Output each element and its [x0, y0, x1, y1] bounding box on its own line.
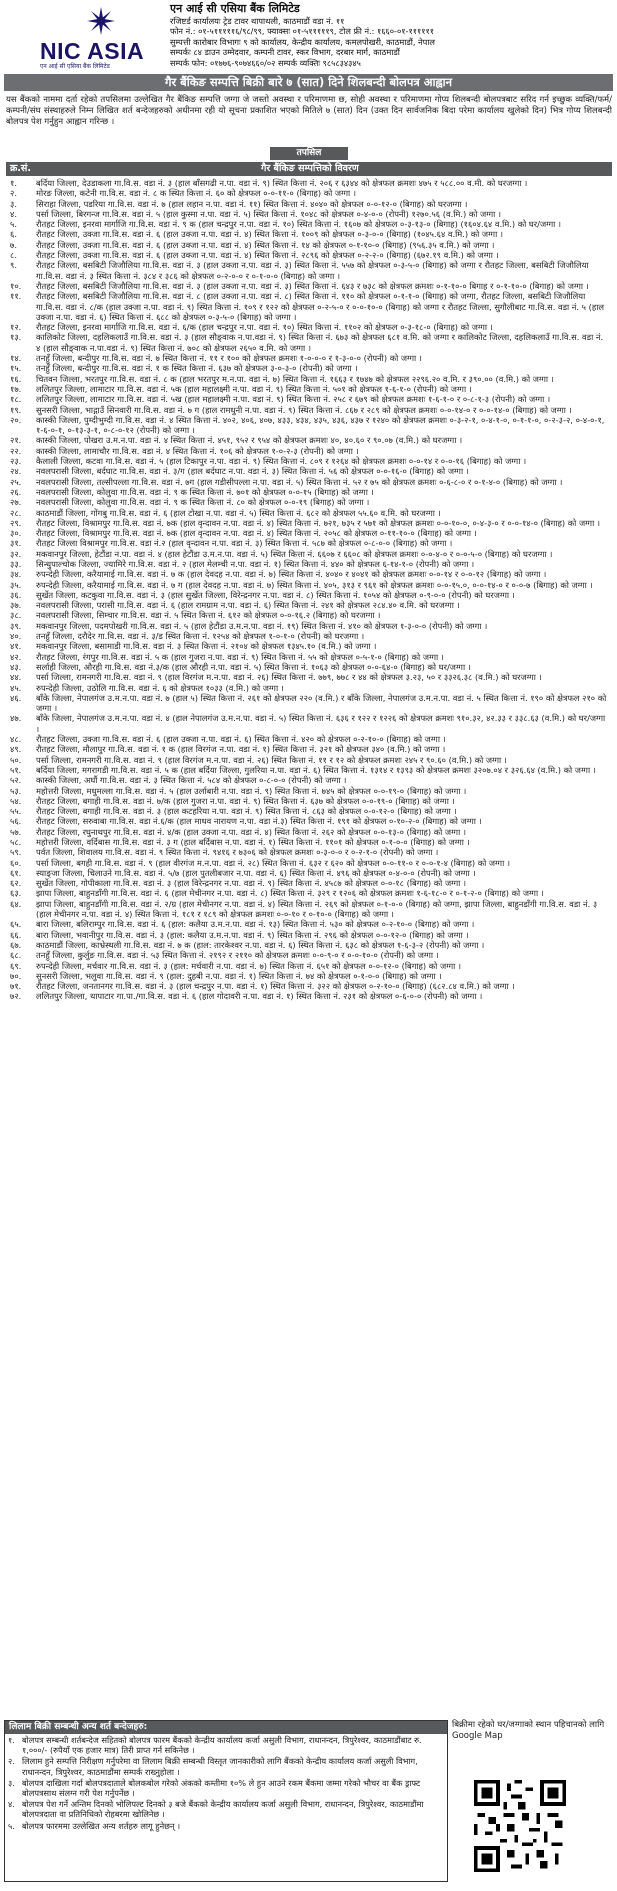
property-number: ६९. [10, 960, 22, 971]
property-description: रौतहट जिल्ला, इनरवा मार्गाजि गा.वि.स. वडा नं. ९ क (हाल चन्द्रपुर न.पा. वडा नं. १०) स्थित कित्ता नं. १६०७ को क्षेत्रफल ०-३-१३-० (बिगाह) (१६०४.६४ व.मि.) को घर/जग्गा । [36, 219, 562, 230]
property-number: १२. [10, 322, 22, 333]
property-description: बर्दिया जिल्ला, देउडाकला गा.वि.स. वडा नं. ३ (हाल बाँसगढी न.पा. वडा नं. ९) स्थित कित्ता नं. २०६ र ६३४४ को क्षेत्रफल क्रमशः ४७५ र ५८८.०० व.मी. को घरजग्गा । [36, 178, 528, 188]
property-row [6, 178, 612, 188]
conditions-title: लिलाम बिक्री सम्बन्धी अन्य शर्त बन्देजहरु: [5, 1721, 447, 1734]
property-row [6, 950, 612, 960]
qr-caption: बिक्रीमा रहेको घर/जग्गाको स्थान पहिचानको लागि Google Map [452, 1720, 605, 1741]
property-description: सिन्धुपाल्चोक जिल्ला, ज्यामिरे गा.वि.स. वडा नं. २ (हाल मेलम्ची न.पा. वडा नं. १) स्थित कित्ता नं. ४४० को क्षेत्रफल ६-१४-१-० (रोपनी) को जग्गा । [36, 558, 475, 569]
property-row [6, 363, 612, 373]
property-description: सुनसरी जिल्ला, भाद्गाउँ सिनवारी गा.वि.स. वडा नं. ७ ग (हाल रामधुनी न.पा. वडा नं. ९) स्थित कित्ता नं. ८६७ र २८९ को क्षेत्रफल क्रमशः ०-०-१४-० र ०-०-१४-० (बिगाह) को जग्गा । [36, 404, 572, 415]
property-description: ललितपुर जिल्ला, लामाटार गा.वि.स. वडा नं. ५क (हाल महालक्ष्मी न.पा. वडा नं. ९) स्थित कित्ता नं. ५०१ को क्षेत्रफल १-६-१-० (रोपनी) को जग्गा । [36, 383, 472, 394]
condition-item [5, 1798, 447, 1819]
property-number: १८. [10, 394, 22, 405]
property-description: रौतहट जिल्ला, रंगपुर गा.वि.स. वडा नं. ५ क (हाल गुजरा न.पा. वडा नं. ९) स्थित कित्ता नं. ५५ को क्षेत्रफल ०-५-१-० (बिगाह) को जग्गा । [36, 651, 444, 662]
property-number: २९. [10, 517, 22, 528]
property-row [6, 405, 612, 415]
qr-panel [452, 1720, 613, 1880]
property-row [6, 332, 612, 353]
property-number: ५७. [10, 826, 22, 837]
property-description: रौतहट जिल्ला, बसबिटी जिजौलिया गा.वि.स. वडा नं. ३ (हाल उक्जा न.पा. वडा नं. ३) स्थित कित्ता नं. ६४३ र ७३८ को क्षेत्रफल क्रमशः ०-१-१०-० बिगाह र ०-१-१०-० (बिगाह) को जग्गा । [36, 280, 589, 291]
property-description: रौतहट जिल्ला विश्रामपुर गा.वि.स. वडा नं.२ (हाल वृन्दावन न.पा. वडा नं. ३) स्थित कित्ता नं. ५८७ को क्षेत्रफल ०-८-०-० (बिगाह) को जग्गा । [36, 538, 453, 549]
property-description: झापा जिल्ला, बाहुनडाँगी गा.वि.स. वडा नं. २/ग्र (हाल मेचीनगर न.पा. वडा नं. ४) स्थित कित्ता नं. २६९ को क्षेत्रफल ०-१-०-० (बिगाह) को जग्गा, झापा जिल्ला, बाहुनडाँगी गा.वि.स. वडा नं. ३ (हाल मेचीनगर न.पा. वडा नं. ४) स्थित कित्ता नं. १८१ र १८९ को क्षेत्रफल क्रमशः ०-०-१० र ०-१०-० (बिगाह) को जग्गा । [36, 898, 598, 920]
property-description: सिराहा जिल्ला, पडरिया गा.वि.स. वडा नं. ७ (हाल लहान न.पा. वडा नं. ११) स्थित कित्ता नं. ४०४० को क्षेत्रफल ०-०-१२-० (बिगाह) को घरजग्गा । [36, 198, 468, 209]
condition-text: लिलाम हुने सम्पत्ति निरीक्षण गर्नुपरेमा वा लिलाम बिक्री सम्बन्धी विस्तृत जानकारीको लागि बैंकको केन्द्रीय कार्यालय कर्जा असुली विभाग, राधानन्दन, त्रिपुरेश्वर, काठमाडौंमा सम्पर्क राख्नुहोला । [22, 1756, 418, 1777]
property-description: सर्लाही जिल्ला, औरही गा.वि.स. वडा नं.३/क (हाल औरही न.पा. वडा नं. ५) स्थित कित्ता नं. १०६३ को क्षेत्रफल ०-०-६४-० (बिगाह) को घर/जग्गा । [36, 661, 471, 672]
property-row [6, 683, 612, 693]
property-row [6, 580, 612, 590]
property-number: ६५. [10, 919, 22, 930]
property-row [6, 590, 612, 600]
property-row [6, 538, 612, 548]
property-description: नवलपरासी जिल्ला, तल्सीपल्ला गा.वि.स. वडा नं. ७ग (हाल गडीसीपल्ला न.पा. वडा नं. ५) स्थित कित्ता नं. ५२ र ७५ को क्षेत्रफल क्रमशः ०-६-८-० र ०-१-४-० (बिगाह) को जग्गा । [36, 476, 563, 487]
property-description: बारा जिल्ला, भवानीपुर गा.वि.स. वडा नं. ३ (हाल: कलैया उ.म.न.पा. वडा नं. ९) स्थित कित्ता नं. २९६ को क्षेत्रफल ०-०-१२-० (बिगाह) को जग्गा । [36, 929, 469, 940]
property-description: मकवानपुर जिल्ला, हेटौंडा न.पा. वडा नं. ४ (हाल हेटौंडा उ.म.न.पा. वडा नं. ५) स्थित कित्ता नं. ६६०७ र ६६०८ को क्षेत्रफल क्रमशः ०-०-४-० र ०-०-५-० (बिगाह) को घरजग्गा । [36, 548, 553, 559]
property-row [6, 899, 612, 920]
condition-text: बोलपत्र पेश गर्ने अन्तिम दिनको भोलिपल्ट दिनको ३ बजे बैंकको केन्द्रीय कार्यालय कर्जा असुली विभाग, राधानन्दन, त्रिपुरेश्वर, काठमाडौंमा बोलपत्रदाता वा प्रतिनिधिको रोहबरमा खोलिनेछ । [22, 1799, 424, 1820]
property-number: ५३. [10, 785, 22, 796]
property-description: नवलपरासी जिल्ला, परासी गा.वि.स. वडा नं. ६ (हाल रामग्राम न.पा. वडा नं. ६) स्थित कित्ता नं. २४१ को क्षेत्रफल २८४.४० व.मि. को घरजग्गा । [36, 600, 460, 611]
property-description: सुनसरी जिल्ला, भलुवा गा.वि.स. वडा नं. ९ (हाल: दुहबी न.पा. वडा नं. १) स्थित कित्ता नं. ७४ को क्षेत्रफल ०-१-०-० (बिगाह) को जग्गा । [36, 970, 442, 981]
property-row [6, 621, 612, 631]
property-row [6, 497, 612, 507]
property-description: झापा जिल्ला, बाहुनडाँगी गा.वि.स. वडा नं. ६ (हाल मेचीनगर न.पा. वडा नं. ८) स्थित कित्ता नं. ३२९ र १२०६ को क्षेत्रफल क्रमशः १-६-१८-० र ०-१-२-० (बिगाह) को जग्गा । [36, 888, 544, 899]
bank-phone: फोन नं.: ०१-५१११११६/९८/९९, फ्याक्सः ०१-५१११११९, टोल फ्री नं.: १६६०-०१-११११११ [170, 26, 435, 37]
conditions-list [5, 1734, 447, 1831]
column-header-number: क्र.सं. [10, 163, 31, 174]
property-list [6, 178, 612, 1002]
property-row [6, 435, 612, 445]
property-row [6, 600, 612, 610]
property-row [6, 858, 612, 868]
property-number: ३१. [10, 538, 22, 549]
intro-paragraph: यस बैंकको नाममा दर्ता रहेको तपसिलमा उल्लेखित गैर बैंकिङ सम्पत्ति जग्गा जे जस्तो अवस्था र परिमाणमा छ, सोही अवस्था र परिमाणमा गोप्य शिलबन्दी बोलपत्रबाट सरिद गर्न इच्छुक व्यक्ति/फर्म/कम्पनी/संघ संस्थाहरुले निम्न लिखित शर्त बन्देजहरुको अधीनमा रही यो सूचना प्रकाशित भएको मितिले ७ (सात) दिन (उक्त दिन सार्वजनिक बिदा परेमा कार्यालय खुलेको दिन) भित्र गोप्य शिलबन्दी बोलपत्र पेश गर्नुहुन आह्वान गरिन्छ । [6, 95, 612, 127]
property-number: ४५. [10, 682, 22, 693]
condition-item [5, 1755, 447, 1776]
condition-text: बोलपत्र सम्बन्धी शर्तबन्देज सहितको बोलपत्र फारम बैंकको केन्द्रीय कार्यालय कर्जा असुली विभाग, राधानन्दन, त्रिपुरेश्वर, काठमाडौंबाट रु. १,०००/- (रुपैयाँ एक हजार मात्र) तिरी प्राप्त गर्न सकिनेछ । [22, 1735, 422, 1756]
property-row [6, 847, 612, 857]
property-number: ६८. [10, 950, 22, 961]
schedule-label: तपसिल [270, 147, 348, 160]
property-number: ३६. [10, 589, 22, 600]
property-row [6, 250, 612, 260]
property-row [6, 322, 612, 332]
property-row [6, 518, 612, 528]
property-description: तनहुँ जिल्ला, कुर्लुङ गा.वि.स. वडा नं. ५३ स्थित कित्ता नं. २१९२ र २११० को क्षेत्रफल क्रमशः ०-०-९-० र ०-०-१०-० (रोपनी) को जग्गा । [36, 950, 439, 961]
property-row [6, 260, 612, 281]
property-number: २२. [10, 445, 22, 456]
property-number: ७०. [10, 970, 22, 981]
property-description: पर्सा जिल्ला, बिरगन्ज गा.वि.स. वडा नं. ५ (हाल कुस्मा न.पा. वडा नं. ५) स्थित कित्ता नं. १०४८ को क्षेत्रफल ०-४-०-० (रोपनी) १२७०.५६ (व.मि.) को जग्गा । [36, 208, 502, 219]
property-description: कास्की जिल्ला, अर्घौ गा.वि.स. वडा नं. ३ स्थित कित्ता नं. ५८४ को क्षेत्रफल ०-८-०-० (रोपनी) को जग्गा । [36, 775, 347, 786]
property-row [6, 549, 612, 559]
bank-name: एन आई सी एसिया बैंक लिमिटेड [170, 2, 300, 15]
property-row [6, 394, 612, 404]
property-description: पर्सा जिल्ला, रामनगरी गा.वि.स. वडा नं. ९ (हाल विरगंज म.न.पा. वडा नं. २६) स्थित कित्ता नं. ७७९, ७७८ र ४४ को क्षेत्रफल ३.२३, ५० र ३३२६.३८ (व.मि.) को घरजग्गा । [36, 672, 542, 683]
property-number: ४६. [10, 692, 22, 703]
property-description: नवलपरासी जिल्ला, सिम्चार गा.वि.स. वडा नं. ५ स्थित कित्ता नं. ६१२ को क्षेत्रफल ०-०-१६.२ (बिगाह) को घरजग्गा । [36, 610, 381, 621]
property-number: ६७. [10, 939, 22, 950]
property-row [6, 786, 612, 796]
property-row [6, 610, 612, 620]
property-row [6, 755, 612, 765]
property-row [6, 487, 612, 497]
property-description: कास्की जिल्ला, लामाचौर गा.वि.स. वडा नं. ४ स्थित कित्ता नं. १०६ को क्षेत्रफल १-०-२-३ (रोपनी) को जग्गा । [36, 445, 359, 456]
condition-number: ४. [8, 1799, 15, 1810]
property-row [6, 466, 612, 476]
property-description: तनहुँ जिल्ला, दरौदेर गा.वि.स. वडा नं. ३/ड स्थित कित्ता नं. १२५४ को क्षेत्रफल १-०-१-० (रोपनी) को घरजग्गा । [36, 631, 365, 642]
property-number: ५९. [10, 847, 22, 858]
property-number: २६. [10, 486, 22, 497]
property-row [6, 415, 612, 436]
property-description: सुर्खेत जिल्ला, गोपीकाला गा.वि.स. वडा नं. ३ (हाल विरेन्द्रनगर न.पा. वडा नं. ९) स्थित कित्ता नं. ४५८७ को क्षेत्रफल ०-०-१८ (बिगाह) को जग्गा । [36, 878, 467, 889]
property-description: तनहुँ जिल्ला, बन्दीपुर गा.वि.स. वडा नं. १ क स्थित कित्ता नं. ६३७ को क्षेत्रफल ३-०-३-० (रोपनी) को जग्गा । [36, 363, 358, 374]
property-number: २८. [10, 507, 22, 518]
property-description: रौतहट जिल्ला, इनरवा मार्गाजि गा.वि.स. वडा नं. ६/क (हाल चन्द्रपुर न.पा. वडा नं. १०) स्थित कित्ता नं. ११०२ को क्षेत्रफल ०-३-१८-० (बिगाह) को जग्गा । [36, 322, 493, 333]
property-number: २१. [10, 435, 22, 446]
property-row [6, 919, 612, 929]
logo-text: NIC ASIA [40, 38, 145, 64]
property-description: कास्की जिल्ला, पोखरा उ.म.न.पा. वडा नं. ४ स्थित कित्ता नं. ४५१, ९५२ र ९५४ को क्षेत्रफल क्रमशः ४०, ४०.६० र ९०.०७ (व.मि.) को घरजग्गा । [36, 435, 463, 446]
property-description: चितवन जिल्ला, भरतपुर गा.वि.स. वडा नं. ८ क (हाल भरतपुर म.न.पा. वडा नं. ७) स्थित कित्ता नं. १६६३ र १७४७ को क्षेत्रफल २२९६.२० व.मि. र ३९०.०० (व.मि.) को जग्गा । [36, 373, 554, 384]
property-description: ललितपुर जिल्ला, थापाटार गा.पा./गा.वि.स. वडा नं. ६ (हाल गोदावरी न.पा. वडा नं. १) स्थित कित्ता नं. २३१ को क्षेत्रफल ०-६-०-० (रोपनी) को जग्गा । [36, 991, 483, 1002]
property-row [6, 816, 612, 826]
property-row [6, 878, 612, 888]
property-row [6, 734, 612, 744]
property-row [6, 775, 612, 785]
property-description: रौतहट जिल्ला, बसबिटी जिजौलिया गा.वि.स. वडा नं. ८ (हाल उक्जा न.पा. वडा नं. ८) स्थित कित्ता नं. ११० को क्षेत्रफल ०-१-१-० (बिगाह) को जग्गा, रौतहट जिल्ला, बसबिटी जिजौलिया गा.वि.स. वडा नं. ८/क (हाल उक्जा न.पा. वडा नं. ९) स्थित कित्ता नं. १०९ र १२२ को क्षेत्रफल ०-२-५-० र ०-०-१०-० (बिगाह) को जग्गा र रौतहट जिल्ला, सुगौलीबाट गा.वि.स. वडा नं. ५ (हाल उक्जा न.पा. वडा नं. ६) स्थित कित्ता नं. ६८८ को क्षेत्रफल ०-३-५-० (बिगाह) को जग्गा । [36, 291, 605, 322]
property-row [6, 209, 612, 219]
property-description: रौतहट जिल्ला, मौलापुर गा.वि.स. वडा नं. १ क (हाल विरगंज न.पा. वडा नं. १) स्थित कित्ता नं. ३२१ को क्षेत्रफल ३४० (व.मि.) को जग्गा । [36, 744, 446, 755]
property-description: पर्सा जिल्ला, बगही गा.वि.स. वडा नं. ९ (हाल वीरगंज म.न.पा. वडा नं. २८) स्थित कित्ता नं. ६३२ र ६२० को क्षेत्रफल ०-०-११-० र ०-०-१-४ (बिगाह) को जग्गा । [36, 857, 510, 868]
property-number: ६१. [10, 867, 22, 878]
condition-number: २. [8, 1756, 15, 1767]
property-number: २७. [10, 497, 22, 508]
property-description: रौतहट जिल्ला, उक्जा गा.वि.स. वडा नं. ६ (हाल उक्जा न.पा. वडा नं. ४) स्थित कित्ता नं. १००९ को क्षेत्रफल ०-३-०-० (बिगाह) (१०४५.६४ व.मि.) को जग्गा । [36, 229, 504, 240]
condition-number: १. [8, 1735, 15, 1745]
property-number: ४१. [10, 641, 22, 652]
conditions-box [4, 1720, 448, 1882]
property-description: रुपन्देही जिल्ला, करैयामाई गा.वि.स. वडा नं. ७ क (हाल देवदह न.पा. वडा नं. ७) स्थित कित्ता नं. ४०४० र ४०४१ को क्षेत्रफल क्रमशः ०-०-१४ र ०-०-१२ (बिगाह) को जग्गा । [36, 569, 547, 580]
property-row [6, 888, 612, 898]
property-row [6, 559, 612, 569]
property-number: ५२. [10, 775, 22, 786]
property-number: ९. [10, 260, 17, 271]
property-number: ४. [10, 208, 17, 219]
bank-contact-info [170, 4, 610, 69]
property-row [6, 806, 612, 816]
property-row [6, 240, 612, 250]
column-header-description: गैर बैंकिङ सम्पत्तिको विवरण [261, 163, 359, 174]
property-row [6, 291, 612, 322]
property-row [6, 693, 612, 714]
property-number: ६३. [10, 888, 22, 899]
property-description: मकवानपुर जिल्ला, पदमपोखरी गा.वि.स. वडा नं. ५ (हाल हेटौंडा उ.म.न.पा. वडा नं. १९) स्थित कित्ता नं. ४१० को क्षेत्रफल १-३-०-० (रोपनी) को जग्गा । [36, 620, 488, 631]
property-row [6, 374, 612, 384]
property-description: सुर्खेत जिल्ला, कटकुवा गा.वि.स. वडा नं. ३ (हाल सुर्खेत जिल्ला, विरेन्द्रनगर न.पा. वडा नं. ८) स्थित कित्ता नं. १०५४ को क्षेत्रफल ०-९-०-० (रोपनी) को घरजग्गा । [36, 589, 515, 600]
property-number: २५. [10, 476, 22, 487]
property-description: रौतहट जिल्ला, रघुनाथपुर गा.वि.स. वडा नं. ४/क (हाल उक्जा न.पा. वडा नं. ४) स्थित कित्ता नं. २६२ को क्षेत्रफल ०-०-१३-० (बिगाह) को जग्गा । [36, 826, 467, 837]
property-number: ५६. [10, 816, 22, 827]
property-number: ३८. [10, 610, 22, 621]
property-number: ७. [10, 239, 17, 250]
property-description: रौतहट जिल्ला, विश्रामपुर गा.वि.स. वडा नं. ७क (हाल वृन्दावन न.पा. वडा नं. ४) स्थित कित्ता नं. २०५८ को क्षेत्रफल ०-११-१०-० (बिगाह) को जग्गा । [36, 528, 477, 539]
property-description: कालिकोट जिल्ला, दहलिकलाउँ गा.वि.स. वडा नं. ३ (हाल सौङ्वाक न.पा.वडा नं. ९) स्थित कित्ता नं. ६७३ को क्षेत्रफल ६८१ व.मि. को जग्गा र कालिकोट जिल्ला, दहलिकलाउँ गा.वि.स. वडा नं. ४ (हाल सौङ्वाक न.पा.वडा नं. ९) स्थित कित्ता नं. ७०८ को क्षेत्रफल २६५० व.मि. को जग्गा । [36, 332, 604, 353]
condition-number: ५. [8, 1820, 15, 1831]
property-number: १०. [10, 280, 22, 291]
condition-item [5, 1820, 447, 1831]
property-description: रौतहट जिल्ला, जनतानगर गा.वि.स. वडा नं. ३ (हाल चन्द्रपुर न.पा. वडा नं. १) स्थित कित्ता नं. ३२२ को क्षेत्रफल ०-२-१०-० (बिगाह) (६८२.८४ व.मि.) को जग्गा । [36, 981, 515, 992]
property-number: ४४. [10, 672, 22, 683]
property-description: रौतहट जिल्ला, बसबिटी जिजौलिया गा.वि.स. वडा नं. ३ (हाल उक्जा न.पा. वडा नं. ३) स्थित कित्ता नं. ५५७ को क्षेत्रफल ०-३-५-० (बिगाह) को जग्गा र रौतहट जिल्ला, बसबिटी जिजौलिया गा.वि.स. वडा नं. ३ स्थित कित्ता नं. ३८४ र ३८६ को क्षेत्रफल ०-२-०-० र ०-१-०-० (बिगाह) को जग्गा । [36, 260, 589, 281]
property-description: बाँके जिल्ला, नेपालगंज उ.म.न.पा. वडा नं. ७ (हाल ५) स्थित कित्ता नं. २६१ को क्षेत्रफल २२० (व.मि.) र बाँके जिल्ला, नेपालगंज उ.म.न.पा. वडा नं. ५ स्थित कित्ता नं. १९० को क्षेत्रफल २१० को जग्गा । [36, 692, 607, 714]
property-description: बारा जिल्ला, बलिराम्पुर गा.वि.स. वडा नं. ६ (हाल: कलैया उ.म.न.पा. वडा नं. १३) स्थित कित्ता नं. ५३० को क्षेत्रफल ०-२-१०-० (बिगाह) को जग्गा । [36, 919, 475, 930]
property-number: ३२. [10, 548, 22, 559]
contact-office: सम्पर्कः ८४ डाउन उम्मेदवार, कम्पनी टावर, स्कर विभाग, दरबार मार्ग, काठमाडौं [170, 47, 400, 58]
property-number: ८. [10, 250, 17, 261]
property-number: ६४. [10, 898, 22, 909]
property-description: मकवानपुर जिल्ला, बसामाडी गा.वि.स. वडा नं. ३ स्थित कित्ता नं. २१०४ को क्षेत्रफल १३४५.१० (व.मि.) को जग्गा । [36, 641, 377, 652]
property-row [6, 384, 612, 394]
condition-number: ३. [8, 1777, 15, 1788]
property-row [6, 981, 612, 991]
property-number: ४३. [10, 661, 22, 672]
property-number: १३. [10, 332, 22, 343]
nic-asia-star-logo-icon [86, 6, 116, 36]
property-description: महोत्तरी जिल्ला, मधुमल्ला गा.वि.स. वडा नं. ५ (हाल उर्लाबारी न.पा. वडा नं. ९) स्थित कित्ता नं. ७४५ को क्षेत्रफल ०-०-१९-० (बिगाह) को जग्गा । [36, 785, 467, 796]
property-description: कास्की जिल्ला, पुम्दीभुम्दी गा.वि.स. वडा नं. ४ स्थित कित्ता नं. ४०२, ४०६, ४०७, ४३३, ४३४, ४३५, ४३६, ४३७ र १२४० को क्षेत्रफल क्रमशः ०-३-२-१, ०-४-१-०, ०-१-१-०, ०-२-३-२, ०-४-०-१, १-६-०-१, ०-१३-३-१, ०-८-०-१२ (रोपनी) को जग्गा । [36, 414, 605, 436]
property-row [6, 713, 612, 734]
property-row [6, 837, 612, 847]
property-number: ५. [10, 219, 17, 230]
property-description: नवलपरासी जिल्ला, कोलुवा गा.वि.स. वडा नं. ९ क स्थित कित्ता नं. ८० को क्षेत्रफल ०-०-१९ (बिगाह) को जग्गा । [36, 497, 370, 508]
condition-item [5, 1734, 447, 1755]
property-number: ५८. [10, 837, 22, 847]
property-number: १४. [10, 353, 22, 364]
property-row [6, 827, 612, 837]
property-number: ११. [10, 291, 22, 302]
property-row [6, 477, 612, 487]
property-row [6, 744, 612, 754]
property-number: ७१. [10, 981, 22, 992]
property-number: ३. [10, 198, 17, 209]
property-row [6, 199, 612, 209]
property-number: ५४. [10, 795, 22, 806]
property-description: तनहुँ जिल्ला, बन्दीपुर गा.वि.स. वडा नं. ७ स्थित कित्ता नं. ११ र १०० को क्षेत्रफल क्रमशः १-०-०-० र १-३-०-० (रोपनी) को जग्गा । [36, 353, 422, 364]
property-number: ६२. [10, 878, 22, 889]
property-row [6, 353, 612, 363]
property-number: १७. [10, 383, 22, 394]
property-number: ३९. [10, 620, 22, 631]
property-description: रौतहट जिल्ला, बगाही गा.वि.स. वडा नं. ७/क (हाल गुजरा न.पा. वडा नं. ९) स्थित कित्ता नं. ६३७ को क्षेत्रफल ०-०-१९-० (बिगाह) को जग्गा । [36, 795, 455, 806]
property-description: बर्दिया जिल्ला, मगरागडी गा.वि.स. वडा नं. ५ क (हाल बर्दिया जिल्ला, गुलरिया न.पा. वडा नं. ६) स्थित कित्ता नं. १३१४ र १३९३ को क्षेत्रफल क्रमशः ३२०७.०४ र ३२६.६४ (व.मि.) को जग्गा । [36, 764, 596, 775]
property-number: १६. [10, 373, 22, 384]
property-row [6, 662, 612, 672]
property-row [6, 446, 612, 456]
property-number: ६६. [10, 929, 22, 940]
logo-tagline: एन आई सी एसिया बैंक लिमिटेड [40, 63, 110, 70]
property-row [6, 765, 612, 775]
google-map-qr-code-icon[interactable] [474, 1780, 566, 1872]
property-row [6, 281, 612, 291]
property-row [6, 219, 612, 229]
property-number: ६०. [10, 857, 22, 868]
contact-numbers: सम्पर्क फोन: ०१७७६-९०७४६६०/०२ सम्पर्क व्यक्तिः ९८५८३४३४५ [170, 57, 361, 68]
property-description: रुपन्देही जिल्ला, करैयामाई गा.वि.स. वडा नं. ७ ग (हाल देवदह न.पा. वडा नं. ७) स्थित कित्ता नं. ४०५, ३१३ र ९६१ को क्षेत्रफल क्रमशः ०-०-१५.०, ०-०-१४-० र ०-०-७ (बिगाह) को जग्गा । [36, 579, 593, 590]
property-description: रौतहट जिल्ला, बगाही गा.वि.स. वडा नं. ३ (हाल कटहरिया न.पा. वडा नं. ९) स्थित कित्ता नं. ८६३ को क्षेत्रफल ०-०-१२-० (बिगाह) को जग्गा । [36, 806, 457, 817]
property-number: ४७. [10, 713, 22, 724]
property-number: १९. [10, 404, 22, 415]
property-number: ६. [10, 229, 17, 240]
property-description: काठमाडौं जिल्ला, गोंगबु गा.वि.स. वडा नं. ६ (हाल टोखा न.पा. वडा नं. ५) स्थित कित्ता नं. ६८२ को क्षेत्रफल ५५.६० व.मि. को घरजग्गा । [36, 507, 441, 518]
property-number: ४९. [10, 744, 22, 755]
property-row [6, 961, 612, 971]
property-description: ललितपुर जिल्ला, लामाटार गा.वि.स. वडा नं. ५ख (हाल महालक्ष्मी न.पा. वडा नं. ९) स्थित कित्ता नं. २५८ र ६७९ को क्षेत्रफल क्रमशः १-६-१-० र ०-८-१-३ (रोपनी) को जग्गा । [36, 394, 551, 405]
property-description: रुपन्देही जिल्ला, उठोलि गा.वि.स. वडा नं. ६ को क्षेत्रफल १०३३ (व.मि.) को जग्गा । [36, 682, 284, 693]
property-description: पर्वत जिल्ला, शिवालय गा.वि.स. वडा नं. ९ स्थित कित्ता नं. ९४१६ र ७३०६ को क्षेत्रफल क्रमशः ०-३-०-० र ०-२-१-० (रोपनी) को जग्गा । [36, 847, 439, 858]
property-description: नवलपरासी जिल्ला, बर्दघाट गा.वि.स. वडा नं. ३/ग (हाल बर्दघाट न.पा. वडा नं. ३) स्थित कित्ता नं. ५६ को क्षेत्रफल ०-०-१६-० (बिगाह) को जग्गा । [36, 466, 469, 477]
property-row [6, 456, 612, 466]
condition-text: बोलपत्र फारममा उल्लेखित अन्य शर्तहरु लागू हुनेछन् । [22, 1820, 181, 1831]
property-row [6, 641, 612, 651]
property-description: नवलपरासी जिल्ला, कोलुवा गा.वि.स. वडा नं. ९ क स्थित कित्ता नं. ७०१ को क्षेत्रफल ०-०-१५ (बिगाह) को जग्गा । [36, 486, 374, 497]
property-number: २०. [10, 414, 22, 425]
property-row [6, 940, 612, 950]
property-description: कैलाली जिल्ला, कटवा गा.वि.स. वडा नं. ५ (हाल टिकापुर न.पा. वडा नं. ९) स्थित कित्ता नं. ८०९ र १२६४ को क्षेत्रफल क्रमशः ०-०-१४ र ०-०-१६ (बिगाह) को जग्गा । [36, 456, 527, 467]
property-row [6, 652, 612, 662]
property-description: रौतहट जिल्ला, विश्रामपुर गा.वि.स. वडा नं. ७क (हाल वृन्दावन न.पा. वडा नं. ४) स्थित कित्ता नं. ७२१, ७३५ र ५७१ को क्षेत्रफल क्रमशः ०-०-१०-०, ०-४-३-० र ०-०-१४-० (बिगाह) को जग्गा । [36, 517, 601, 528]
property-description: मोरङ जिल्ला, कटेनी गा.वि.स. वडा नं. ८ क स्थित कित्ता नं. ६० को क्षेत्रफल ०-०-११-० (बिगाह) को जग्गा । [36, 188, 356, 199]
property-number: ४८. [10, 734, 22, 745]
property-description: रौतहट जिल्ला, उक्जा गा.वि.स. वडा नं. ६ (हाल उक्जा न.पा. वडा नं. ४) स्थित कित्ता नं. १४ को क्षेत्रफल ०-१-१०-० (बिगाह) (९५६.३५ व.मि.) को जग्गा । [36, 239, 495, 250]
notice-title: गैर बैंकिङ सम्पत्ति बिक्री बारे ७ (सात) दिने शिलबन्दी बोलपत्र आह्वान [4, 74, 613, 91]
property-row [6, 672, 612, 682]
property-number: ३३. [10, 558, 22, 569]
property-row [6, 868, 612, 878]
property-number: ५१. [10, 764, 22, 775]
property-row [6, 971, 612, 981]
property-number: २४. [10, 466, 22, 477]
property-row [6, 796, 612, 806]
property-table-header [6, 162, 612, 176]
property-description: रुपन्देही जिल्ला, मर्चवार गा.वि.स. वडा नं. ३ (हाल: मर्चवारी न.पा. वडा नं. ७) स्थित कित्ता नं. ६५१ को क्षेत्रफल ०-०-१२-० (बिगाह) को जग्गा । [36, 960, 462, 971]
property-description: रौतहट जिल्ला, उक्जा गा.वि.स. वडा नं. ६ (हाल उक्जा न.पा. वडा नं. ६) स्थित कित्ता नं. ४२० को क्षेत्रफल ०-२-१०-० (बिगाह) को जग्गा । [36, 734, 446, 745]
property-number: १५. [10, 363, 22, 374]
property-description: रौतहट जिल्ला, उक्जा गा.वि.स. वडा नं. ६ (हाल उक्जा न.पा. वडा नं. ४) स्थित कित्ता नं. २८९६ को क्षेत्रफल ०-२-२-० (बिगाह) (६७२.१९ व.मि.) को जग्गा । [36, 250, 499, 261]
property-number: ७२. [10, 991, 22, 1002]
property-description: स्याङ्जा जिल्ला, चिलाउने गा.वि.स. वडा नं. ५/७ (हाल पुतलीबजार न.पा. वडा नं. ६) स्थित कित्ता नं. ४९६ को क्षेत्रफल ०-४-०-० (रोपनी) को जग्गा । [36, 867, 476, 878]
header [0, 0, 617, 70]
property-description: काठमाडौं जिल्ला, काभ्रेस्थली गा.वि.स. वडा नं. ७ क (हाल: तारकेश्वर न.पा. वडा नं. ६) स्थित कित्ता नं. ६३८ को क्षेत्रफल १-६-३-२ (रोपनी) को जग्गा । [36, 939, 485, 950]
property-number: १. [10, 178, 17, 188]
property-number: ५५. [10, 806, 22, 817]
property-number: ४२. [10, 651, 22, 662]
property-number: २. [10, 188, 17, 199]
property-row [6, 229, 612, 239]
property-description: महोत्तरी जिल्ला, वर्दिबास गा.वि.स. वडा नं. ३ ग (हाल बर्दिबास न.पा. वडा नं. १) स्थित कित्ता नं. ११०१ को क्षेत्रफल ०-१-०-० (बिगाह) को जग्गा । [36, 837, 470, 847]
property-row [6, 508, 612, 518]
property-number: ३४. [10, 569, 22, 580]
property-number: ३७. [10, 600, 22, 611]
property-row [6, 528, 612, 538]
property-number: ५०. [10, 754, 22, 765]
property-row [6, 991, 612, 1001]
property-row [6, 569, 612, 579]
property-number: ३०. [10, 528, 22, 539]
property-description: बाँके जिल्ला, नेपालगंज उ.म.न.पा. वडा नं. ४ (हाल नेपालगंज उ.म.न.पा. वडा नं. ५) स्थित कित्ता नं. ६३६ र १२२ र १२२६ को क्षेत्रफल क्रमशः ९१०.३२, ४२.३३ र ३३८.६३ (व.मि.) को घर/जग्गा । [36, 713, 606, 734]
property-number: ३५. [10, 579, 22, 590]
property-row [6, 631, 612, 641]
property-row [6, 188, 612, 198]
property-description: रौतहट जिल्ला, सरुवाबा गा.वि.स. वडा नं.६/क (हाल माधव नारायण न.पा. वडा नं.३) स्थित कित्ता नं. १९१ को क्षेत्रफल ०-१०-२-० (बिगाह) को जग्गा । [36, 816, 482, 827]
property-description: पर्सा जिल्ला, रामनगरी गा.वि.स. वडा नं. ९ (हाल विरगंज म.न.पा. वडा नं. २६) स्थित कित्ता नं. ११ र १२ को क्षेत्रफल क्रमशः २४५ र ९०.६० (व.मि.) को जग्गा । [36, 754, 507, 765]
property-number: ४०. [10, 631, 22, 642]
property-number: २३. [10, 456, 22, 467]
condition-text: बोलपत्र दाखिला गर्दा बोलपत्रदाताले बोलकबोल गरेको अंकको कम्तीमा १०% ले हुन आउने रकम बैंकमा जम्मा गरेको भौचर वा बैंक ड्राफ्ट बोलपत्रसाथ संलग्न गरी पेश गर्नुपर्नेछ । [22, 1777, 421, 1799]
registered-office: रजिष्टर्ड कार्यालयः ट्रेड टावर थापाथली, काठमाडौं वडा नं. ११ [170, 15, 345, 26]
central-office: सुम्पत्ती कारोबार विभागः ९ को कार्यालय, केन्द्रीय कार्यालय, कमलपोखरी, काठमाडौं, नेपाल [170, 36, 435, 47]
property-row [6, 930, 612, 940]
condition-item [5, 1777, 447, 1798]
